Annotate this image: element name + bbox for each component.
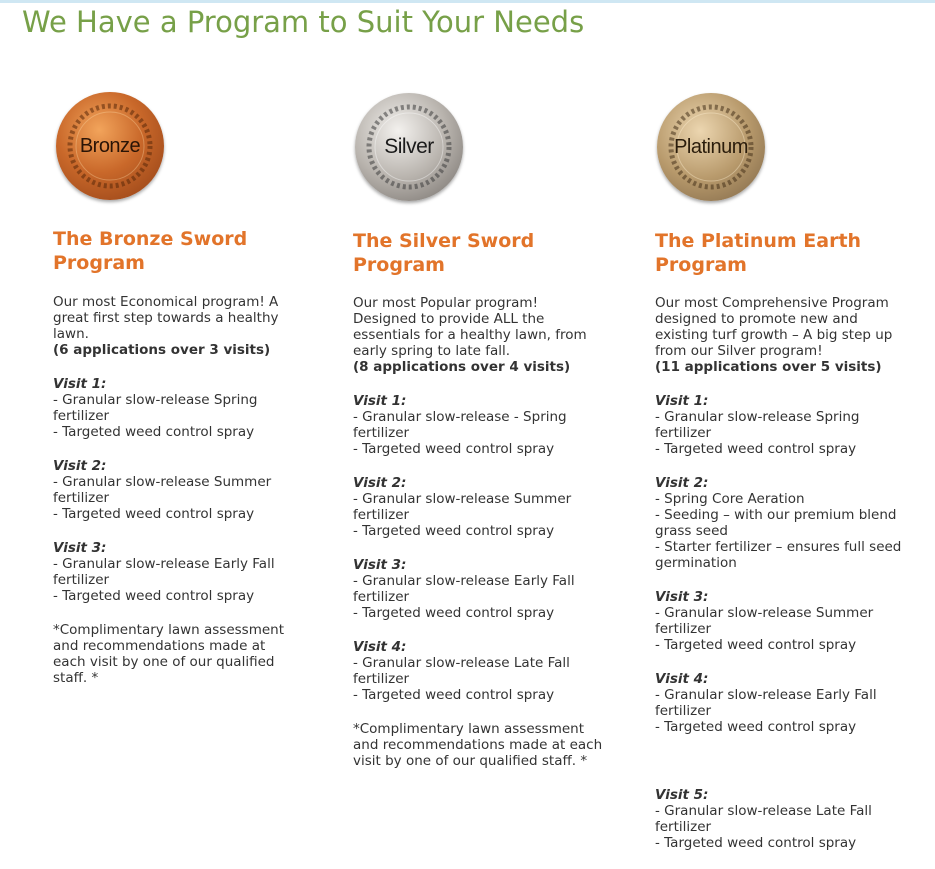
program-description [655, 295, 905, 869]
applications-summary: (11 applications over 5 visits) [655, 359, 882, 375]
program-intro: Our most Economical program! A great first step towards a healthy lawn. (6 applications over 3 visits) [53, 294, 303, 358]
visit-title: Visit 3: [353, 557, 407, 573]
bronze-medal-icon [56, 92, 164, 200]
visit-title: Visit 2: [53, 458, 107, 474]
visit-title: Visit 4: [655, 671, 709, 687]
visit-title: Visit 3: [53, 540, 107, 556]
complimentary-note: *Complimentary lawn assessment and recommendations made at each visit by one of our qualified staff. * [53, 622, 284, 686]
visit-block: Visit 2: - Spring Core Aeration - Seeding – with our premium blend grass seed - Starter fertilizer – ensures full seed germination [655, 475, 905, 571]
platinum-medal-icon [657, 93, 765, 201]
visit-title: Visit 1: [353, 393, 407, 409]
visit-title: Visit 1: [53, 376, 107, 392]
visit-block: Visit 4: - Granular slow-release Late Fall fertilizer - Targeted weed control spray [353, 639, 603, 703]
visit-block: Visit 1: - Granular slow-release - Spring fertilizer - Targeted weed control spray [353, 393, 603, 457]
visit-block: Visit 2: - Granular slow-release Summer fertilizer - Targeted weed control spray [353, 475, 603, 539]
medal-label: Silver [384, 135, 434, 158]
visit-block: Visit 3: - Granular slow-release Early Fall fertilizer - Targeted weed control spray [53, 540, 303, 604]
applications-summary: (6 applications over 3 visits) [53, 342, 271, 358]
silver-medal-icon [355, 93, 463, 201]
medal-label: Platinum [674, 136, 748, 158]
visit-title: Visit 2: [655, 475, 709, 491]
visit-block: Visit 3: - Granular slow-release Early Fall fertilizer - Targeted weed control spray [353, 557, 603, 621]
program-name: The Silver Sword Program [353, 230, 535, 276]
program-intro: Our most Comprehensive Program designed to promote new and existing turf growth – A big step up from our Silver program! (11 applications over 5 visits) [655, 295, 905, 375]
complimentary-note: *Complimentary lawn assessment and recommendations made at each visit by one of our qualified staff. * [353, 721, 603, 769]
visit-block: Visit 5: - Granular slow-release Late Fall fertilizer - Targeted weed control spray [655, 787, 905, 851]
program-name: The Bronze Sword Program [53, 228, 248, 274]
visit-block: Visit 1: - Granular slow-release Spring fertilizer - Targeted weed control spray [53, 376, 303, 440]
visit-title: Visit 3: [655, 589, 709, 605]
medal-label: Bronze [79, 135, 141, 157]
visit-title: Visit 4: [353, 639, 407, 655]
program-intro: Our most Popular program! Designed to provide ALL the essentials for a healthy lawn, from early spring to late fall. (8 applications over 4 visits) [353, 295, 603, 375]
visit-block: Visit 1: - Granular slow-release Spring fertilizer - Targeted weed control spray [655, 393, 905, 457]
visit-title: Visit 5: [655, 787, 709, 803]
visit-block: Visit 4: - Granular slow-release Early Fall fertilizer - Targeted weed control spray [655, 671, 905, 735]
program-description [353, 295, 603, 787]
program-name: The Platinum Earth Program [655, 230, 862, 276]
visit-block: Visit 2: - Granular slow-release Summer fertilizer - Targeted weed control spray [53, 458, 303, 522]
visit-title: Visit 2: [353, 475, 407, 491]
applications-summary: (8 applications over 4 visits) [353, 359, 571, 375]
program-description [53, 294, 303, 704]
visit-title: Visit 1: [655, 393, 709, 409]
page-title: We Have a Program to Suit Your Needs [22, 5, 585, 39]
visit-block: Visit 3: - Granular slow-release Summer fertilizer - Targeted weed control spray [655, 589, 905, 653]
